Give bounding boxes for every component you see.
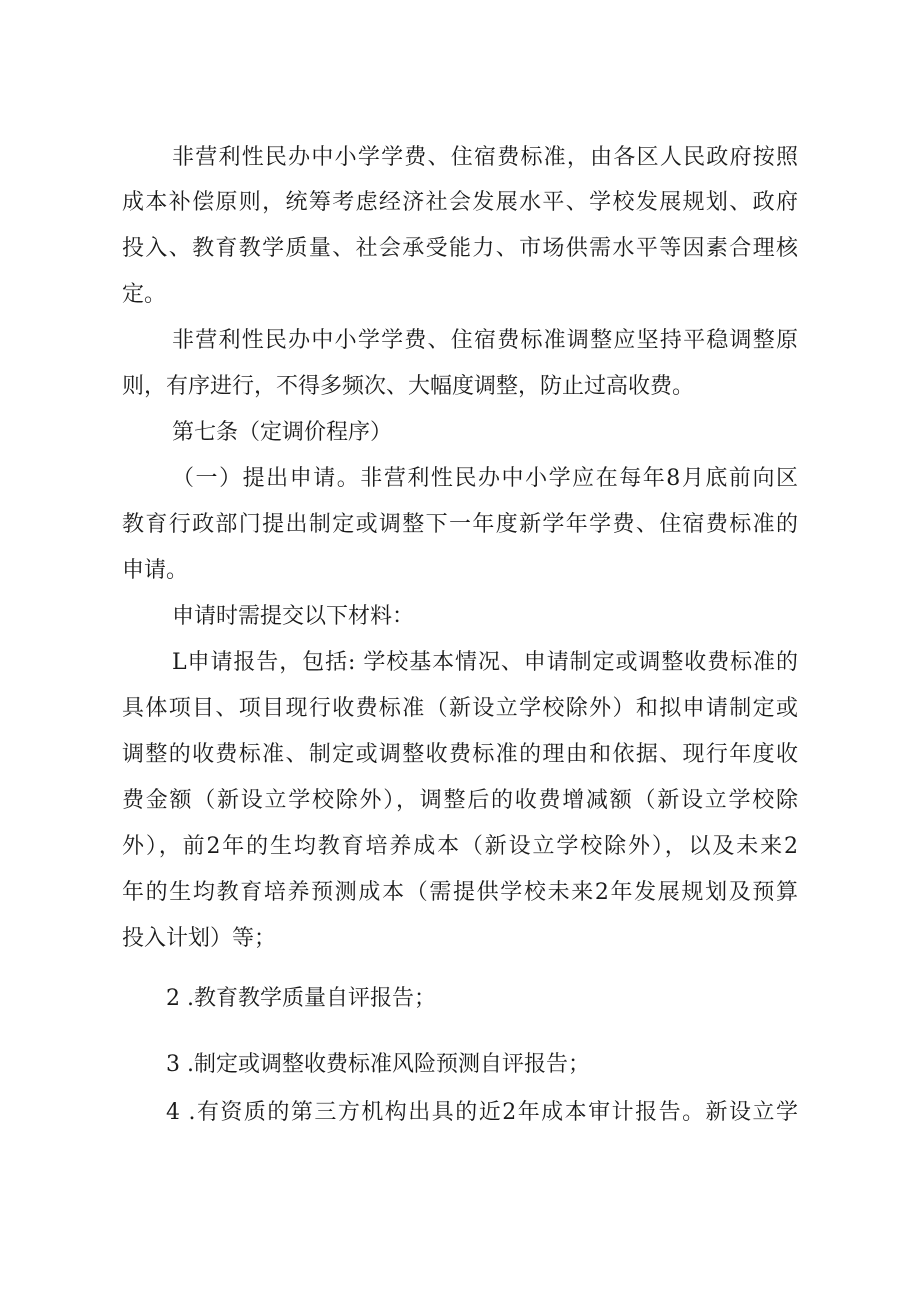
list-item-line: 年的生均教育培养预测成本（需提供学校未来2年发展规划及预算 <box>122 880 798 905</box>
list-item-line: 4 .有资质的第三方机构出具的近2年成本审计报告。新设立学 <box>166 1100 798 1125</box>
paragraph-line: 非营利性民办中小学学费、住宿费标准调整应坚持平稳调整原 <box>172 328 798 353</box>
paragraph-line: 申请。 <box>122 558 189 583</box>
paragraph-line: 非营利性民办中小学学费、住宿费标准，由各区人民政府按照 <box>172 145 798 170</box>
list-item-line: 费金额（新设立学校除外），调整后的收费增减额（新设立学校除 <box>122 788 798 813</box>
list-item-line: 调整的收费标准、制定或调整收费标准的理由和依据、现行年度收 <box>122 742 798 767</box>
list-item-line: 3 .制定或调整收费标准风险预测自评报告； <box>166 1052 590 1077</box>
paragraph-line: 定。 <box>122 282 167 307</box>
list-item-line: 投入计划）等； <box>122 926 277 951</box>
list-item-line: 具体项目、项目现行收费标准（新设立学校除外）和拟申请制定或 <box>122 696 798 721</box>
paragraph-line: 教育行政部门提出制定或调整下一年度新学年学费、住宿费标准的 <box>122 512 798 537</box>
paragraph-line: 成本补偿原则，统筹考虑经济社会发展水平、学校发展规划、政府 <box>122 190 798 215</box>
paragraph-line: 申请时需提交以下材料： <box>172 604 415 629</box>
article-heading: 第七条（定调价程序） <box>172 420 393 445</box>
list-item-line: L申请报告，包括: 学校基本情况、申请制定或调整收费标准的 <box>172 650 798 675</box>
paragraph-line: 投入、教育教学质量、社会承受能力、市场供需水平等因素合理核 <box>122 236 798 261</box>
paragraph-line: 则，有序进行，不得多频次、大幅度调整，防止过高收费。 <box>122 374 695 399</box>
list-item-line: 2 .教育教学质量自评报告； <box>166 986 436 1011</box>
list-item-line: 外），前2年的生均教育培养成本（新设立学校除外），以及未来2 <box>122 834 798 859</box>
paragraph-line: （一）提出申请。非营利性民办中小学应在每年8月底前向区 <box>172 466 798 491</box>
